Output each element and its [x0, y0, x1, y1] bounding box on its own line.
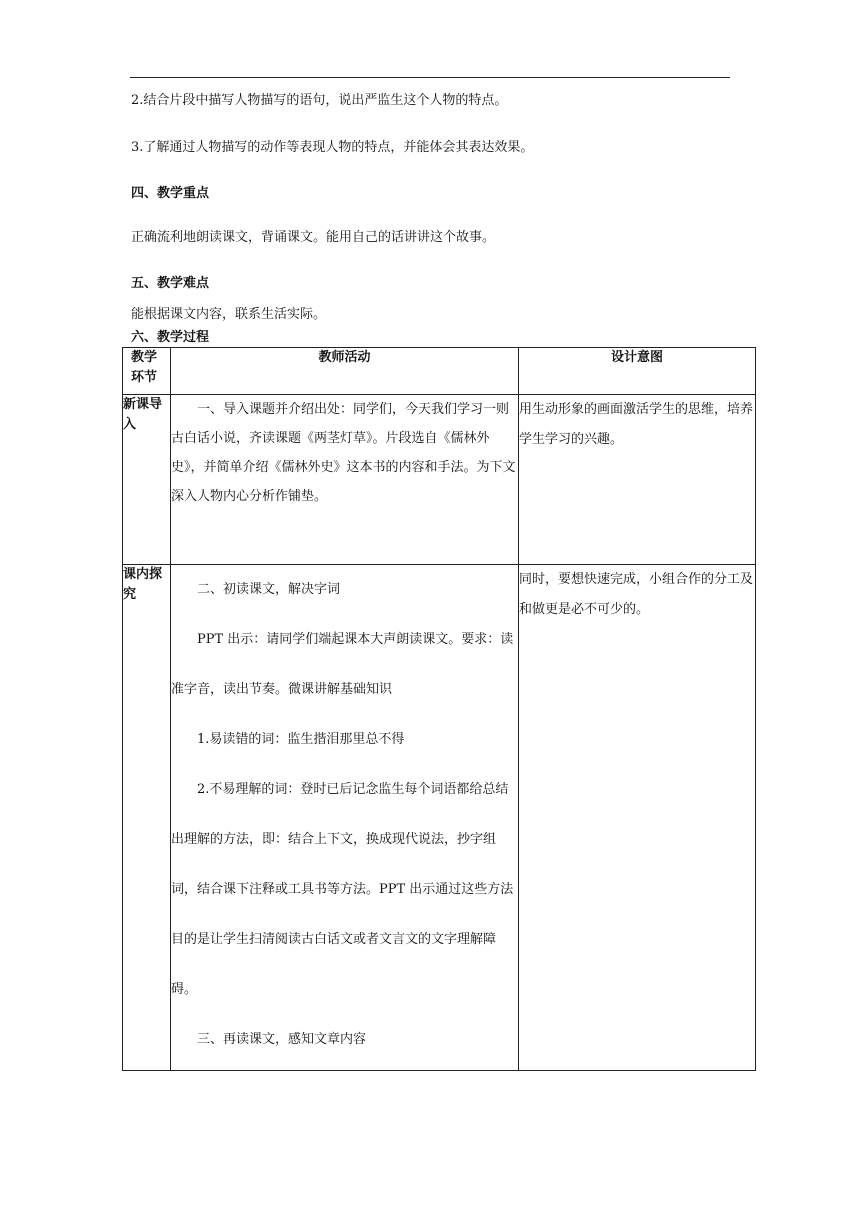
teaching-process-table	[122, 347, 756, 1071]
activity-cell: 一、导入课题并介绍出处：同学们，今天我们学习一则古白话小说，齐读课题《两茎灯草》。片段选自《儒林外史》，并简单介绍《儒林外史》这本书的内容和手法。为下文深入人物内心分析作铺垫。	[171, 395, 519, 565]
objective-item-3: 3.了解通过人物描写的动作等表现人物的特点，并能体会其表达效果。	[131, 140, 534, 155]
stage-cell: 课内探究	[123, 565, 171, 1071]
intent-cell: 同时，要想快速完成，小组合作的分工及和做更是必不可少的。	[519, 565, 756, 1071]
table-row	[123, 395, 756, 565]
activity-paragraph: PPT 出示：请同学们端起课本大声朗读课文。要求：读准字音，读出节奏。微课讲解基础知识	[171, 632, 514, 697]
activity-paragraph: 二、初读课文，解决字词	[197, 582, 341, 597]
header-teacher-activity: 教师活动	[171, 348, 519, 395]
key-points-text: 正确流利地朗读课文，背诵课文。能用自己的话讲讲这个故事。	[131, 230, 496, 245]
process-heading: 六、教学过程	[131, 330, 210, 345]
header-design-intent: 设计意图	[519, 348, 756, 395]
key-points-heading: 四、教学重点	[131, 186, 210, 201]
difficulties-text: 能根据课文内容，联系生活实际。	[131, 307, 327, 322]
activity-paragraph: 三、再读课文，感知文章内容	[197, 1032, 367, 1047]
activity-paragraph: 2.不易理解的词：登时已后记念监生每个词语都给总结出理解的方法，即：结合上下文，换成现代说法，抄字组词，结合课下注释或工具书等方法。PPT 出示通过这些方法目的是让学生扫清阅读古白话文或者文言文的文字理解障碍。	[171, 782, 514, 997]
table-header-row	[123, 348, 756, 395]
stage-cell: 新课导入	[123, 395, 171, 565]
page-top-rule	[130, 77, 730, 78]
header-stage: 教学环节	[123, 348, 171, 395]
table-row	[123, 565, 756, 1071]
objective-item-2: 2.结合片段中描写人物描写的语句，说出严监生这个人物的特点。	[131, 93, 508, 108]
difficulties-heading: 五、教学难点	[131, 276, 210, 291]
activity-cell	[171, 565, 519, 1071]
intent-cell: 用生动形象的画面激活学生的思维，培养学生学习的兴趣。	[519, 395, 756, 565]
activity-paragraph: 1.易读错的词：监生揩泪那里总不得	[197, 732, 405, 747]
